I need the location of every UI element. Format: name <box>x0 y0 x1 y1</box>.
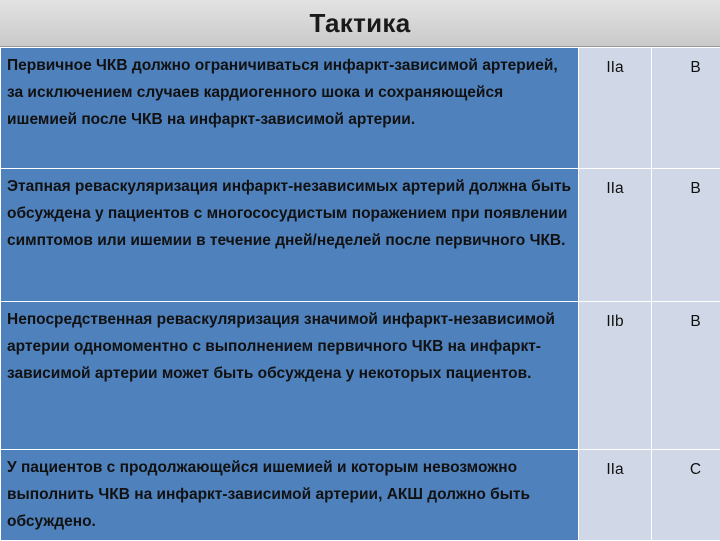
evidence-level: B <box>652 169 720 302</box>
slide-title: Тактика <box>310 8 411 39</box>
table-row <box>1 48 720 169</box>
recommendation-text: У пациентов с продолжающейся ишемией и которым невозможно выполнить ЧКВ на инфаркт-зависимой артерии, АКШ должно быть обсуждено. <box>1 450 579 541</box>
evidence-level: C <box>652 450 720 541</box>
table-row <box>1 169 720 302</box>
recommendation-class: IIa <box>579 48 652 169</box>
recommendation-text: Первичное ЧКВ должно ограничиваться инфаркт-зависимой артерией, за исключением случаев кардиогенного шока и сохраняющейся ишемией после ЧКВ на инфаркт-зависимой артерии. <box>1 48 579 169</box>
recommendation-class: IIa <box>579 450 652 541</box>
recommendations-table <box>0 47 720 541</box>
table-row <box>1 450 720 541</box>
recommendation-text: Непосредственная реваскуляризация значимой инфаркт-независимой артерии одномоментно с выполнением первичного ЧКВ на инфаркт-зависимой артерии может быть обсуждена у некоторых пациентов. <box>1 302 579 450</box>
table-row <box>1 302 720 450</box>
title-bar <box>0 0 720 47</box>
evidence-level: B <box>652 48 720 169</box>
recommendation-class: IIa <box>579 169 652 302</box>
recommendation-class: IIb <box>579 302 652 450</box>
recommendation-text: Этапная реваскуляризация инфаркт-независимых артерий должна быть обсуждена у пациентов с многососудистым поражением при появлении симптомов или ишемии в течение дней/неделей после первичного ЧКВ. <box>1 169 579 302</box>
evidence-level: B <box>652 302 720 450</box>
